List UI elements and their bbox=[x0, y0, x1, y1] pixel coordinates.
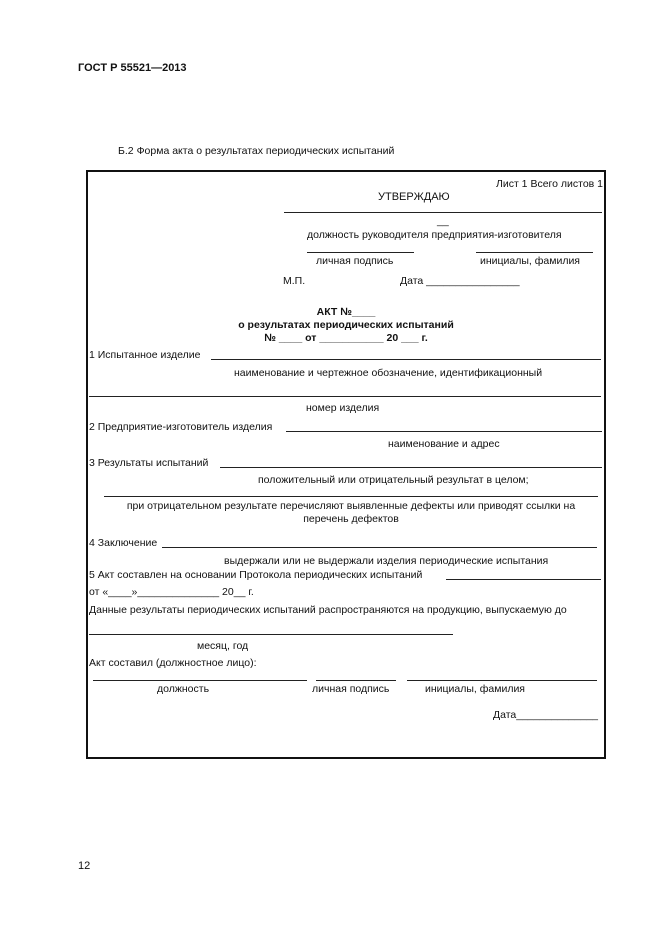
item1-line bbox=[211, 359, 601, 360]
item3-line-2 bbox=[104, 496, 598, 497]
signature-line bbox=[307, 252, 414, 253]
item2-line bbox=[286, 431, 602, 432]
spread-text: Данные результаты периодических испытаний распространяются на продукцию, выпускаемую до bbox=[89, 604, 567, 616]
compiled-by-label: Акт составил (должностное лицо): bbox=[89, 657, 257, 669]
page-number: 12 bbox=[78, 860, 91, 872]
stamp-label: М.П. bbox=[283, 275, 306, 287]
compiler-initials-line bbox=[407, 680, 597, 681]
item1-hint: наименование и чертежное обозначение, идентификационный bbox=[234, 367, 543, 379]
item1-line-2 bbox=[89, 396, 601, 397]
compiler-signature-line bbox=[316, 680, 396, 681]
section-title: Б.2 Форма акта о результатах периодических испытаний bbox=[118, 145, 395, 157]
item2-label: 2 Предприятие-изготовитель изделия bbox=[89, 421, 273, 433]
item1-hint-2: номер изделия bbox=[306, 402, 380, 414]
month-year-label: месяц, год bbox=[197, 640, 249, 652]
approve-heading: УТВЕРЖДАЮ bbox=[378, 191, 450, 203]
signature-label: личная подпись bbox=[316, 255, 394, 267]
item1-label: 1 Испытанное изделие bbox=[89, 349, 201, 361]
initials-label: инициалы, фамилия bbox=[480, 255, 580, 267]
position-label: должность руководителя предприятия-изготовителя bbox=[307, 229, 562, 241]
item3-line bbox=[220, 467, 602, 468]
item5-line bbox=[446, 579, 601, 580]
sheet-info: Лист 1 Всего листов 1 bbox=[495, 178, 603, 190]
compiler-signature-label: личная подпись bbox=[312, 683, 390, 695]
item4-hint: выдержали или не выдержали изделия периодические испытания bbox=[224, 555, 549, 567]
act-number-line: № ____ от ___________ 20 ___ г. bbox=[264, 332, 428, 344]
initials-line bbox=[476, 252, 593, 253]
act-subtitle: о результатах периодических испытаний bbox=[238, 319, 454, 331]
compiled-date: Дата______________ bbox=[493, 709, 599, 721]
item3-label: 3 Результаты испытаний bbox=[89, 457, 209, 469]
item2-hint: наименование и адрес bbox=[388, 438, 500, 450]
item4-line bbox=[162, 547, 597, 548]
protocol-date: от «____»______________ 20__ г. bbox=[89, 586, 254, 598]
compiler-position-label: должность bbox=[157, 683, 210, 695]
compiler-position-line bbox=[93, 680, 307, 681]
item3-hint-2: при отрицательном результате перечисляют выявленные дефекты или приводят ссылки на bbox=[126, 500, 576, 512]
item3-hint-3: перечень дефектов bbox=[303, 513, 399, 525]
act-title: АКТ №____ bbox=[316, 306, 376, 318]
approver-position-line bbox=[284, 212, 602, 213]
approval-date: Дата ________________ bbox=[400, 275, 520, 287]
item4-label: 4 Заключение bbox=[89, 537, 158, 549]
approver-dash: __ bbox=[437, 215, 449, 227]
item5-label: 5 Акт составлен на основании Протокола периодических испытаний bbox=[89, 569, 423, 581]
standard-header: ГОСТ Р 55521—2013 bbox=[78, 62, 187, 74]
compiler-initials-label: инициалы, фамилия bbox=[425, 683, 525, 695]
item3-hint: положительный или отрицательный результат в целом; bbox=[258, 474, 529, 486]
month-year-line bbox=[89, 634, 453, 635]
